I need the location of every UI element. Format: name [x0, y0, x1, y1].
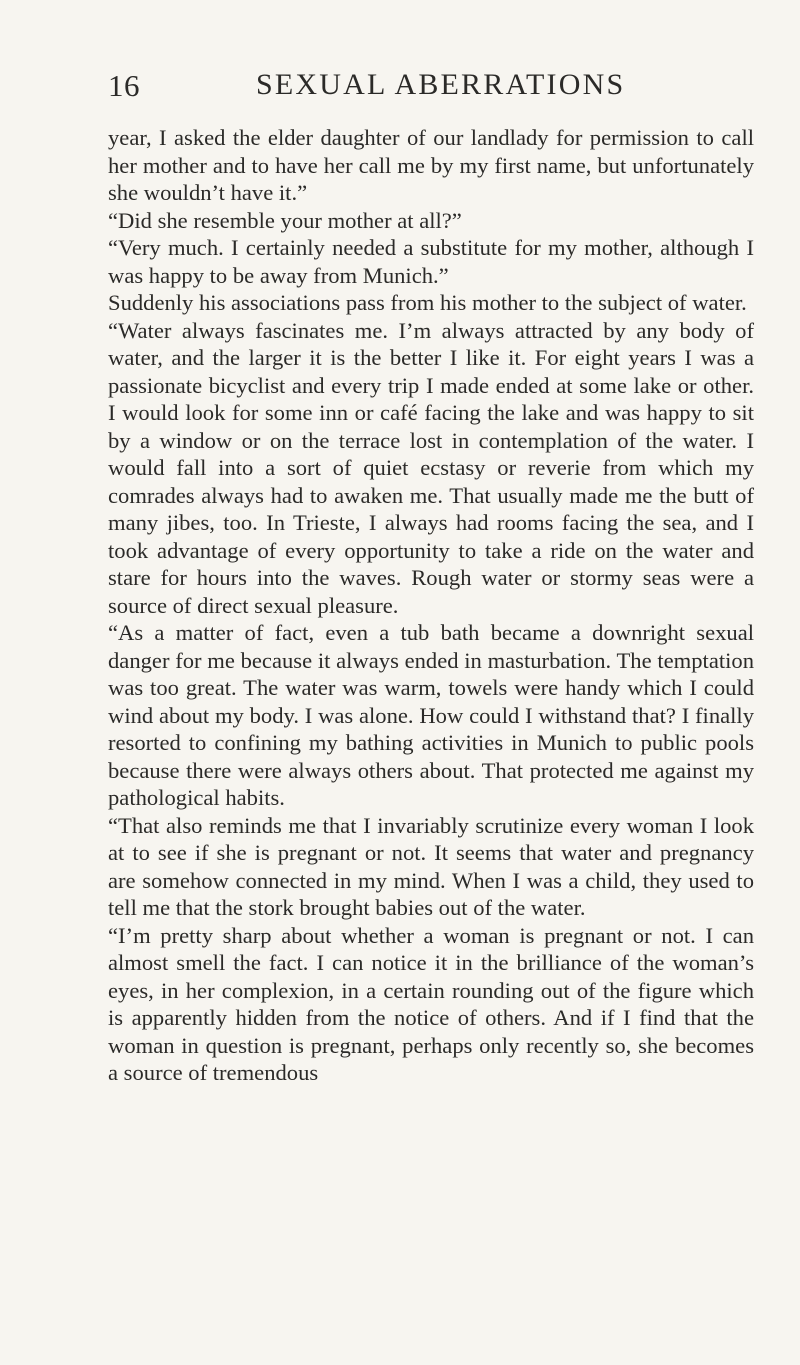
paragraph: “Did she resemble your mother at all?” — [108, 207, 462, 233]
paragraph: “I’m pretty sharp about whether a woman is pregnant or not. I can almost smell the fact. I can notice it in the brilliance of the woman’s eyes, in her complexion, in a certain rounding out of the figure which is apparently hidden from the notice of others. And if I find that the woman in question is pregnant, perhaps only recently so, she becomes a source of tremendous — [108, 922, 754, 1085]
paragraph: “Very much. I certainly needed a substitute for my mother, although I was happy to be away from Munich.” — [108, 235, 754, 288]
running-title: SEXUAL ABERRATIONS — [256, 68, 626, 101]
body-text — [108, 124, 754, 1087]
paragraph: “That also reminds me that I invariably scrutinize every woman I look at to see if she is pregnant or not. It seems that water and pregnancy are somehow connected in my mind. When I was a child, they used to tell me that the stork brought babies out of the water. — [108, 812, 754, 920]
running-head — [108, 68, 748, 108]
page-number: 16 — [108, 68, 140, 103]
paragraph: “As a matter of fact, even a tub bath became a downright sexual danger for me because it always ended in masturbation. The temptation was too great. The water was warm, towels were handy which I could wind about my body. I was alone. How could I withstand that? I finally resorted to confining my bathing activities in Munich to public pools because there were always others about. That protected me against my pathological habits. — [108, 620, 754, 810]
paragraph: “Water always fascinates me. I’m always attracted by any body of water, and the larger it is the better I like it. For eight years I was a passionate bicyclist and every trip I made ended at some lake or other. I would look for some inn or café facing the lake and was happy to sit by a window or on the terrace lost in contemplation of the water. I would fall into a sort of quiet ecstasy or reverie from which my comrades always had to awaken me. That usually made me the butt of many jibes, too. In Trieste, I always had rooms facing the sea, and I took advantage of every opportunity to take a ride on the water and stare for hours into the waves. Rough water or stormy seas were a source of direct sexual pleasure. — [108, 317, 754, 618]
paragraph: year, I asked the elder daughter of our landlady for permission to call her mother and to have her call me by my first name, but unfortunately she wouldn’t have it.” — [108, 125, 754, 205]
paragraph: Suddenly his associations pass from his mother to the subject of water. — [108, 290, 747, 315]
